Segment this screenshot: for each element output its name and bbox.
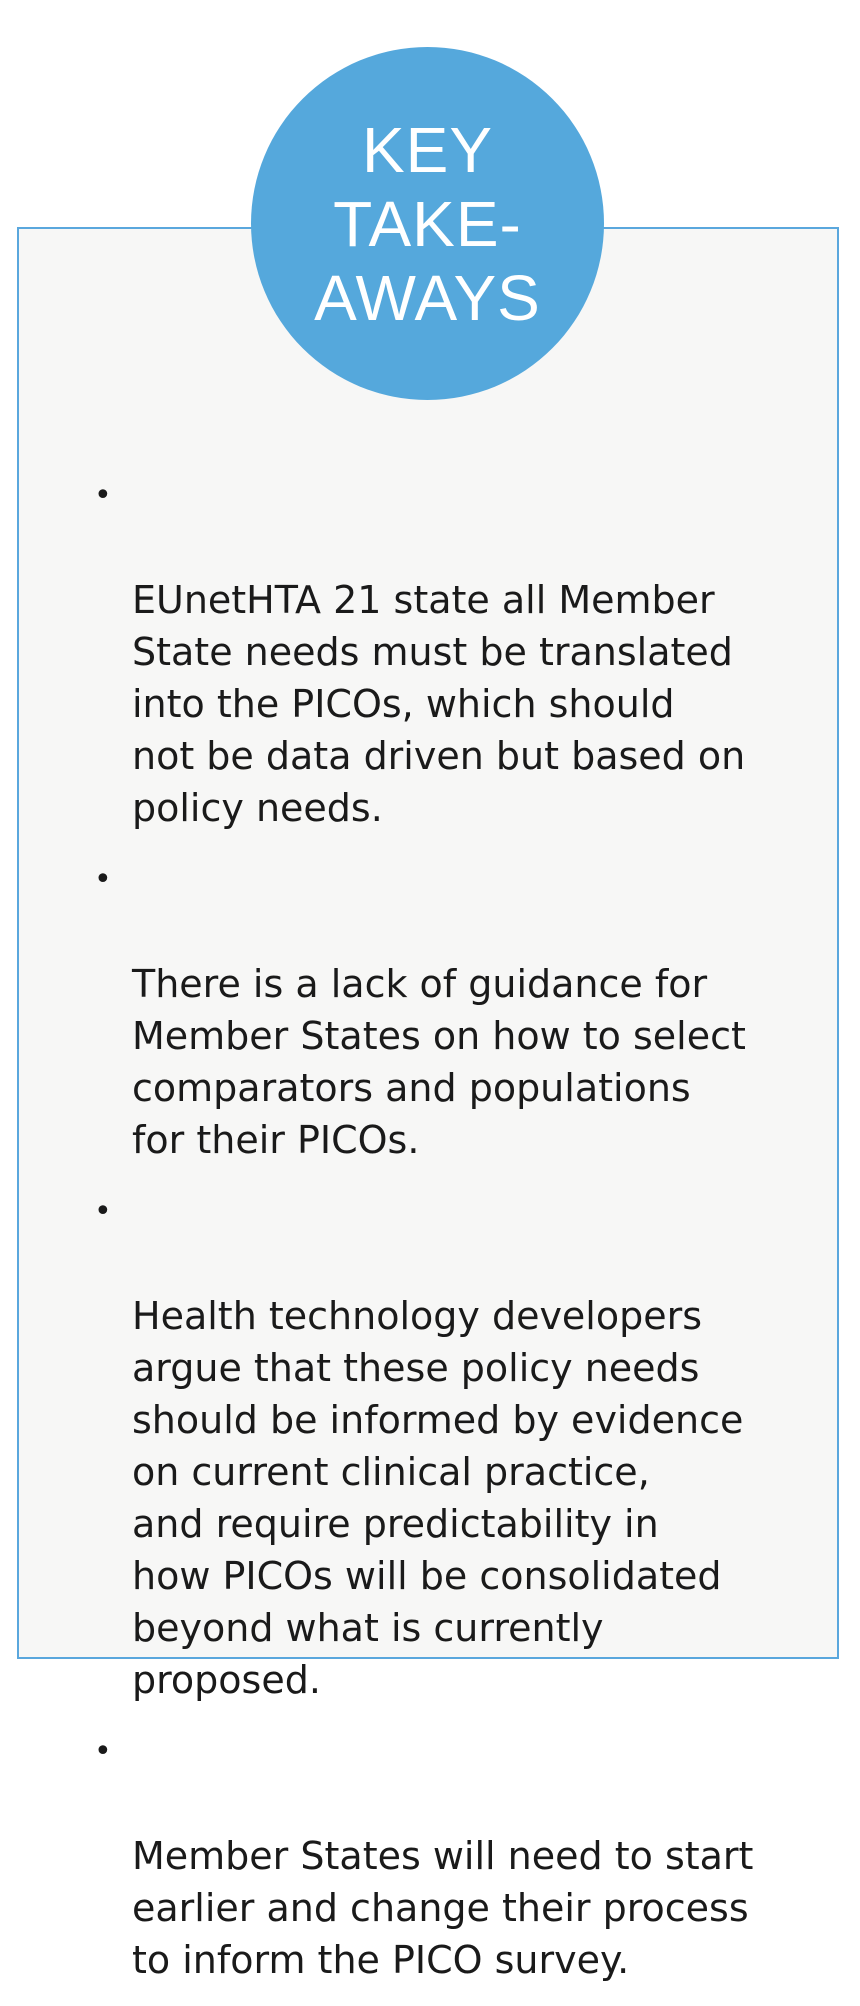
key-takeaways-badge: [251, 47, 604, 400]
takeaway-text: Health technology developers argue that these policy needs should be informed by evidence on current clinical practice, and require predictability in how PICOs will be consolidated beyond what is currently proposed.: [132, 1294, 744, 1702]
takeaway-text: Member States will need to start earlier and change their process to inform the PICO survey.: [132, 1834, 754, 1982]
takeaway-item-3: [82, 1186, 802, 1706]
takeaway-item-1: [82, 470, 802, 834]
takeaway-text: There is a lack of guidance for Member States on how to select comparators and populations for their PICOs.: [132, 962, 746, 1162]
badge-line-1: KEY: [361, 113, 494, 186]
bullet-icon: •: [94, 862, 112, 897]
takeaway-text: EUnetHTA 21 state all Member State needs must be translated into the PICOs, which should not be data driven but based on policy needs.: [132, 578, 746, 830]
bullet-icon: •: [94, 1734, 112, 1769]
badge-line-2: TAKE-: [333, 187, 522, 260]
takeaway-item-4: [82, 1726, 802, 1986]
bullet-icon: •: [94, 478, 112, 513]
badge-line-3: AWAYS: [314, 261, 541, 334]
bullet-icon: •: [94, 1194, 112, 1229]
takeaway-item-2: [82, 854, 802, 1166]
takeaways-list: [82, 470, 802, 2006]
